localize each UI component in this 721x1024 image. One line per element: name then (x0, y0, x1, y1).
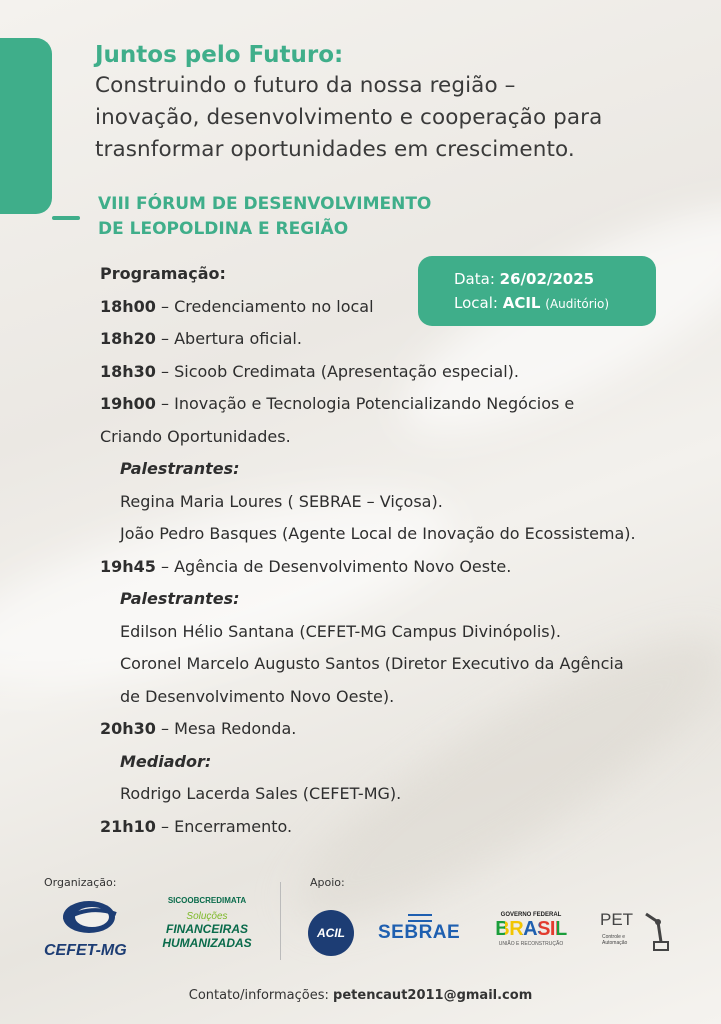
organization-label: Organização: (44, 876, 117, 889)
pet-logo-text: PET (600, 910, 634, 929)
pet-logo (596, 908, 672, 954)
acil-logo (308, 910, 354, 956)
cefet-logo (44, 898, 134, 958)
cefet-emblem-icon (44, 898, 134, 936)
contact-label: Contato/informações: (188, 988, 329, 1003)
sebrae-stripes-icon (408, 914, 432, 922)
mediator: Rodrigo Lacerda Sales (CEFET-MG). (120, 784, 402, 803)
header-title: Juntos pelo Futuro: (95, 42, 344, 68)
support-label: Apoio: (310, 876, 345, 889)
program (100, 258, 700, 843)
header-subtitle-3: trasnformar oportunidades em crescimento. (95, 137, 575, 162)
program-item: 19h45 – Agência de Desenvolvimento Novo Oeste. (100, 556, 512, 576)
speaker-continuation: de Desenvolvimento Novo Oeste). (120, 686, 395, 706)
sicoob-logo-line3: HUMANIZADAS (162, 936, 252, 950)
governo-federal-logo (488, 912, 574, 947)
mediator-label: Mediador: (120, 751, 212, 771)
header-subtitle-2: inovação, desenvolvimento e cooperação para (95, 105, 603, 130)
contact-line (0, 988, 721, 1003)
speaker: Edilson Hélio Santana (CEFET-MG Campus Divinópolis). (120, 621, 561, 641)
speakers-label: Palestrantes: (120, 459, 240, 478)
speaker: João Pedro Basques (Agente Local de Inovação do Ecossistema). (120, 524, 636, 543)
speaker: Coronel Marcelo Augusto Santos (Diretor Executivo da Agência (120, 654, 624, 673)
sicoob-logo-line1: Soluções (186, 911, 228, 922)
forum-title-line-2: DE LEOPOLDINA E REGIÃO (98, 219, 349, 239)
speakers-label: Palestrantes: (120, 589, 240, 608)
header-accent-notch (52, 216, 80, 220)
cefet-logo-text: CEFET-MG (44, 942, 127, 959)
program-item: 18h00 – Credenciamento no local (100, 296, 374, 316)
speaker: Regina Maria Loures ( SEBRAE – Viçosa). (120, 491, 443, 511)
program-item: 19h00 – Inovação e Tecnologia Potencializando Negócios e (100, 394, 575, 413)
forum-title-line-1: VIII FÓRUM DE DESENVOLVIMENTO (98, 194, 432, 214)
sicoob-logo-top: SICOOBCREDIMATA (167, 896, 247, 905)
sebrae-logo-text: SEBRAE (378, 922, 461, 943)
header-accent-bar (0, 38, 52, 214)
sebrae-logo (378, 914, 462, 944)
gov-logo-main: BRASIL (488, 918, 574, 941)
forum-title (98, 192, 431, 242)
event-place: Local: ACIL (Auditório) (454, 294, 610, 312)
contact-email[interactable]: petencaut2011@gmail.com (333, 988, 533, 1003)
footer-divider (280, 882, 281, 960)
pet-logo-sub: Controle e Automação (602, 934, 628, 946)
program-item-continuation: Criando Oportunidades. (100, 426, 291, 446)
header-subtitle-1: Construindo o futuro da nossa região – (95, 73, 516, 98)
gov-logo-sub: UNIÃO E RECONSTRUÇÃO (498, 941, 564, 947)
program-heading: Programação: (100, 264, 226, 283)
acil-logo-text: ACIL (317, 926, 345, 940)
header (95, 40, 695, 166)
program-item: 20h30 – Mesa Redonda. (100, 719, 297, 738)
program-item: 18h20 – Abertura oficial. (100, 329, 302, 348)
program-item: 21h10 – Encerramento. (100, 816, 293, 836)
sicoob-logo (152, 896, 262, 960)
sicoob-logo-line2: FINANCEIRAS (165, 922, 248, 936)
program-item: 18h30 – Sicoob Credimata (Apresentação especial). (100, 361, 519, 381)
event-date: Data: 26/02/2025 (454, 270, 595, 288)
gov-logo-top: GOVERNO FEDERAL (500, 912, 562, 918)
